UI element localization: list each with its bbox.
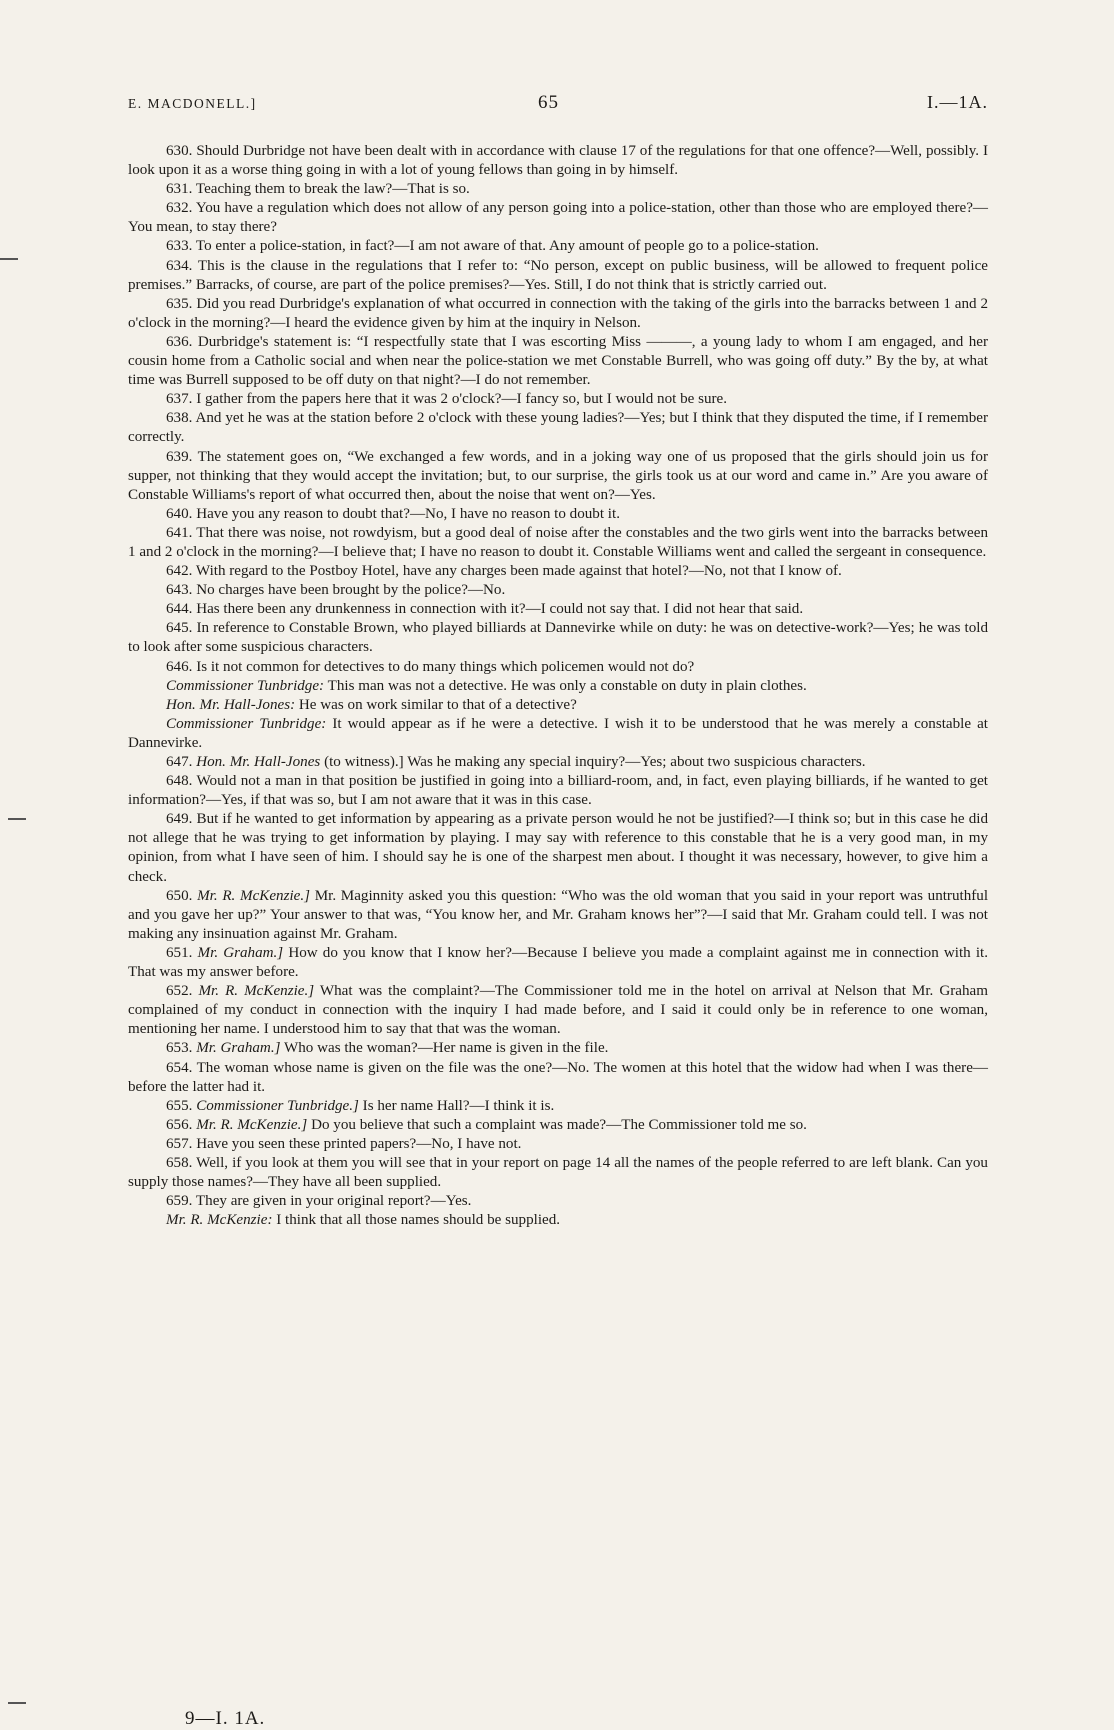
transcript-paragraph: [128, 696, 988, 715]
paragraph-text: Should Durbridge not have been dealt with in accordance with clause 17 of the regulations for that one offence?—Well, possibly. I look upon it as a worse thing going in with a lot of young fellows than going in by himself.: [128, 143, 988, 179]
speaker-name: Commissioner Tunbridge:: [166, 715, 327, 732]
question-number: 632.: [166, 200, 196, 217]
question-number: 658.: [166, 1154, 197, 1171]
question-number: 652.: [166, 983, 199, 1000]
question-number: 638.: [166, 410, 196, 427]
margin-mark: [8, 1702, 26, 1704]
transcript-paragraph: [128, 677, 988, 696]
paragraph-text: What was the complaint?—The Commissioner told me in the hotel on arrival at Nelson that Mr. Graham complained of my conduct in connection with the inquiry I had made before, and I said it could only be in reference to one woman, mentioning her name. I understood him to say that that was the woman.: [128, 983, 988, 1038]
transcript-paragraph: [128, 562, 988, 581]
transcript-paragraph: [128, 142, 988, 180]
question-number: 659.: [166, 1193, 196, 1210]
transcript-paragraph: [128, 199, 988, 237]
page-number: 65: [538, 92, 559, 113]
paragraph-text: Who was the woman?—Her name is given in the file.: [284, 1040, 609, 1057]
transcript-paragraph: [128, 1039, 988, 1058]
question-number: 651.: [166, 944, 198, 961]
transcript-paragraph: [128, 180, 988, 199]
page-header: [128, 92, 988, 118]
paragraph-text: Did you read Durbridge's explanation of what occurred in connection with the taking of the girls into the barracks between 1 and 2 o'clock in the morning?—I heard the evidence given by him at the inquiry in Nelson.: [128, 295, 988, 331]
paragraph-text: They are given in your original report?—Yes.: [195, 1193, 472, 1210]
paragraph-text: This is the clause in the regulations that I refer to: “No person, except on public business, will be allowed to frequent police premises.” Barracks, of course, are part of the police premises?—Yes. Still, I do not think that is strictly carried out.: [128, 257, 988, 293]
question-number: 647.: [166, 754, 197, 770]
paragraph-text: Has there been any drunkenness in connection with it?—I could not say that. I did not hear that said.: [196, 601, 804, 618]
question-number: 640.: [166, 505, 197, 522]
paragraph-text: Was he making any special inquiry?—Yes; about two suspicious characters.: [407, 754, 866, 770]
question-number: 648.: [166, 773, 197, 790]
transcript-paragraph: [128, 887, 988, 944]
transcript-paragraph: [128, 619, 988, 657]
question-number: 635.: [166, 295, 197, 312]
speaker-name: Commissioner Tunbridge:: [166, 677, 325, 694]
paragraph-text: The woman whose name is given on the file was the one?—No. The women at this hotel that the widow had when I was there—before the latter had it.: [128, 1059, 988, 1095]
paragraph-text: Is it not common for detectives to do many things which policemen would not do?: [196, 658, 695, 675]
transcript-paragraph: [128, 1059, 988, 1097]
paragraph-text: How do you know that I know her?—Because I believe you made a complaint against me in connection with it. That was my answer before.: [128, 944, 988, 981]
question-number: 653.: [166, 1040, 197, 1057]
speaker-name: Mr. Graham.]: [196, 1040, 281, 1057]
paragraph-text: You have a regulation which does not allow of any person going into a police-station, other than those who are employed there?—You mean, to stay there?: [128, 200, 988, 236]
transcript-paragraph: [128, 409, 988, 447]
paragraph-text: Well, if you look at them you will see that in your report on page 14 all the names of the people referred to are left blank. Can you supply those names?—They have all been supplied.: [128, 1154, 988, 1191]
question-number: 630.: [166, 143, 197, 159]
margin-mark: [0, 258, 18, 260]
paragraph-text: It would appear as if he were a detective. I wish it to be understood that he was merely a constable at Dannevirke.: [128, 715, 988, 751]
paragraph-text: Durbridge's statement is: “I respectfully state that I was escorting Miss ———, a young lady to whom I am engaged, and her cousin home from a Catholic social and when near the police-station we met Constable Burrell, who was going off duty.” By the by, at what time was Burrell supposed to be off duty on that night?—I do not remember.: [128, 333, 989, 389]
speaker-name: Hon. Mr. Hall-Jones:: [166, 696, 296, 713]
paragraph-text: And yet he was at the station before 2 o'clock with these young ladies?—Yes; but I think that they disputed the time, if I remember correctly.: [128, 410, 988, 446]
speaker-name: Hon. Mr. Hall-Jones: [196, 754, 321, 770]
speaker-name: Mr. R. McKenzie.]: [198, 983, 315, 1000]
paragraph-text: But if he wanted to get information by appearing as a private person would he not be justified?—I think so; but in this case he did not allege that he was trying to get information by playing. I may say with reference to this constable that he is a very good man, in my opinion, from what I have seen of him. I should say he is one of the sharpest men about. I thought it was necessary, however, to give him a check.: [128, 811, 988, 885]
question-number: 645.: [166, 620, 197, 637]
question-number: 655.: [166, 1097, 197, 1114]
transcript-paragraph: [128, 1211, 988, 1230]
transcript-paragraph: [128, 658, 988, 677]
transcript-paragraph: [128, 295, 988, 333]
speaker-name: Mr. Graham.]: [197, 944, 284, 961]
paragraph-text: Have you any reason to doubt that?—No, I have no reason to doubt it.: [196, 505, 620, 522]
question-number: 644.: [166, 601, 197, 618]
header-witness: E. MACDONELL.]: [128, 96, 257, 111]
question-number: 639.: [166, 448, 198, 465]
transcript-paragraph: [128, 600, 988, 619]
transcript-paragraph: [128, 715, 988, 753]
speaker-name: Mr. R. McKenzie:: [166, 1212, 273, 1229]
transcript-body: [128, 142, 988, 1230]
margin-mark: [8, 818, 26, 820]
paragraph-text: Have you seen these printed papers?—No, I have not.: [196, 1135, 522, 1152]
question-number: 636.: [166, 333, 198, 350]
transcript-paragraph: [128, 237, 988, 256]
question-number: 631.: [166, 181, 196, 198]
transcript-paragraph: [128, 753, 988, 772]
speaker-name: Mr. R. McKenzie.]: [196, 1116, 308, 1133]
transcript-paragraph: [128, 257, 988, 295]
paragraph-text: Mr. Maginnity asked you this question: “Who was the old woman that you said in your report was untruthful and you gave her up?” Your answer to that was, “You know her, and Mr. Graham knows her”?—I said that Mr. Graham could tell. I was not making any insinuation against Mr. Graham.: [128, 887, 989, 942]
question-number: 646.: [166, 658, 197, 675]
transcript-paragraph: [128, 1116, 988, 1135]
question-number: 637.: [166, 391, 197, 408]
transcript-paragraph: [128, 333, 988, 390]
transcript-paragraph: [128, 390, 988, 409]
transcript-paragraph: [128, 1097, 988, 1116]
paragraph-text: Is her name Hall?—I think it is.: [362, 1097, 555, 1114]
transcript-paragraph: [128, 505, 988, 524]
transcript-paragraph: [128, 524, 988, 562]
paragraph-text: With regard to the Postboy Hotel, have any charges been made against that hotel?—No, not that I know of.: [195, 563, 842, 580]
paragraph-text: He was on work similar to that of a detective?: [298, 696, 577, 713]
question-number: 633.: [166, 238, 196, 255]
question-number: 657.: [166, 1135, 197, 1152]
speaker-name: Commissioner Tunbridge.]: [196, 1097, 359, 1114]
question-number: 641.: [166, 524, 197, 541]
paragraph-text: I gather from the papers here that it was 2 o'clock?—I fancy so, but I would not be sure.: [196, 391, 728, 408]
paragraph-text: To enter a police-station, in fact?—I am not aware of that. Any amount of people go to a police-station.: [195, 238, 819, 255]
paragraph-text: I think that all those names should be supplied.: [276, 1212, 561, 1229]
paragraph-text: That there was noise, not rowdyism, but a good deal of noise after the constables and the two girls went into the barracks between 1 and 2 o'clock in the morning?—I believe that; I have no reason to doubt it. Constable Williams went and called the sergeant in consequence.: [128, 524, 989, 560]
paragraph-text: Do you believe that such a complaint was made?—The Commissioner told me so.: [311, 1116, 807, 1133]
question-number: 642.: [166, 563, 196, 580]
transcript-paragraph: [128, 581, 988, 600]
paragraph-text: No charges have been brought by the police?—No.: [196, 582, 506, 599]
paragraph-text: The statement goes on, “We exchanged a few words, and in a joking way one of us proposed that the girls should join us for supper, not thinking that they would accept the invitation; but, to our surprise, the girls took us at our word and came in.” Are you aware of Constable Williams's report of what occurred then, about the noise that went on?—Yes.: [128, 448, 988, 503]
transcript-paragraph: [128, 1192, 988, 1211]
signature-mark: 9—I. 1A.: [185, 1708, 266, 1729]
speaker-name: Mr. R. McKenzie.]: [197, 887, 311, 904]
speaker-suffix: (to witness).]: [324, 754, 404, 770]
paragraph-text: In reference to Constable Brown, who played billiards at Dannevirke while on duty: he was on detective-work?—Yes; he was told to look after some suspicious characters.: [128, 620, 988, 656]
transcript-paragraph: [128, 1135, 988, 1154]
transcript-paragraph: [128, 810, 988, 886]
question-number: 650.: [166, 887, 198, 904]
transcript-paragraph: [128, 448, 988, 505]
paragraph-text: Would not a man in that position be justified in going into a billiard-room, and, in fact, even playing billiards, if he wanted to get information?—Yes, if that was so, but I am not aware that it was in this case.: [128, 773, 988, 809]
question-number: 656.: [166, 1116, 197, 1133]
question-number: 643.: [166, 582, 197, 599]
question-number: 649.: [166, 811, 197, 828]
question-number: 654.: [166, 1059, 197, 1076]
transcript-paragraph: [128, 982, 988, 1039]
transcript-paragraph: [128, 772, 988, 810]
question-number: 634.: [166, 257, 198, 274]
document-reference: I.—1A.: [927, 92, 988, 112]
paragraph-text: Teaching them to break the law?—That is so.: [195, 181, 470, 198]
transcript-paragraph: [128, 1154, 988, 1192]
paragraph-text: This man was not a detective. He was only a constable on duty in plain clothes.: [327, 677, 807, 694]
transcript-paragraph: [128, 944, 988, 982]
